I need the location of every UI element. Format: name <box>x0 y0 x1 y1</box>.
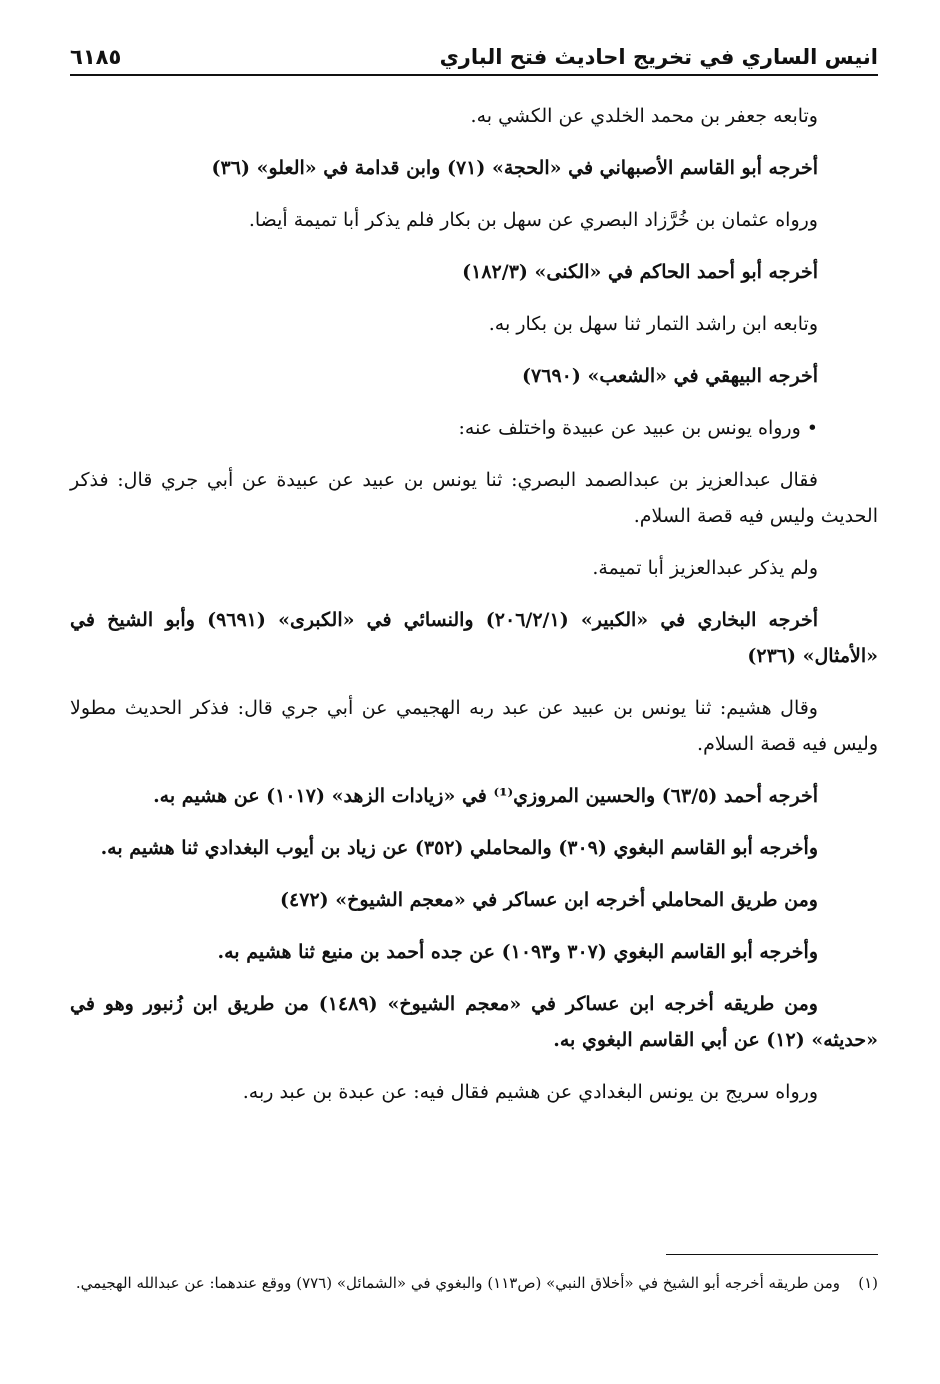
paragraph: أخرجه البخاري في «الكبير» (٢٠٦/٢/١) والنسائي في «الكبرى» (٩٦٩١) وأبو الشيخ في «الأمثال» (٢٣٦) <box>70 609 878 667</box>
paragraph: ولم يذكر عبدالعزيز أبا تميمة. <box>592 557 818 579</box>
paragraph: وتابعه ابن راشد التمار ثنا سهل بن بكار به. <box>488 313 818 335</box>
paragraph: وأخرجه أبو القاسم البغوي (٣٠٧ و١٠٩٣) عن جده أحمد بن منيع ثنا هشيم به. <box>217 941 818 963</box>
paragraph: أخرجه أبو القاسم الأصبهاني في «الحجة» (٧١) وابن قدامة في «العلو» (٣٦) <box>211 157 818 179</box>
paragraph: ورواه سريج بن يونس البغدادي عن هشيم فقال فيه: عن عبدة بن عبد ربه. <box>242 1081 818 1103</box>
main-text <box>70 98 878 1126</box>
page-header <box>70 28 878 72</box>
paragraph: وقال هشيم: ثنا يونس بن عبيد عن عبد ربه الهجيمي عن أبي جري قال: فذكر الحديث مطولا وليس فيه قصة السلام. <box>70 697 878 755</box>
footnote-separator <box>666 1254 878 1255</box>
footnote-number: (١) <box>858 1274 878 1292</box>
paragraph: أخرجه أبو أحمد الحاكم في «الكنى» (١٨٢/٣) <box>462 261 818 283</box>
footnotes <box>70 1268 878 1298</box>
paragraph: وتابعه جعفر بن محمد الخلدي عن الكشي به. <box>470 105 818 127</box>
paragraph: فقال عبدالعزيز بن عبدالصمد البصري: ثنا يونس بن عبيد عن عبيدة عن أبي جري قال: فذكر الحديث وليس فيه قصة السلام. <box>70 469 878 527</box>
footnote <box>70 1268 878 1298</box>
paragraph: ورواه عثمان بن خُرَّزاد البصري عن سهل بن بكار فلم يذكر أبا تميمة أيضا. <box>248 209 818 231</box>
paragraph: وأخرجه أبو القاسم البغوي (٣٠٩) والمحاملي (٣٥٢) عن زياد بن أيوب البغدادي ثنا هشيم به. <box>100 837 818 859</box>
paragraph: أخرجه أحمد (٦٣/٥) والحسين المروزي⁽¹⁾ في «زيادات الزهد» (١٠١٧) عن هشيم به. <box>153 785 818 807</box>
paragraph: أخرجه البيهقي في «الشعب» (٧٦٩٠) <box>522 365 818 387</box>
paragraph: ومن طريق المحاملي أخرجه ابن عساكر في «معجم الشيوخ» (٤٧٢) <box>280 889 818 911</box>
footnote-text: ومن طريقه أخرجه أبو الشيخ في «أخلاق النبي» (ص١١٣) والبغوي في «الشمائل» (٧٧٦) ووقع عندهما: عن عبدالله الهجيمي. <box>75 1274 840 1292</box>
running-title: انيس الساري في تخريج احاديث فتح الباري <box>439 45 878 69</box>
header-rule <box>70 74 878 76</box>
paragraph: ومن طريقه أخرجه ابن عساكر في «معجم الشيوخ» (١٤٨٩) من طريق ابن زُنبور وهو في «حديثه» (١٢) عن أبي القاسم البغوي به. <box>70 993 878 1051</box>
book-page <box>70 28 878 1358</box>
page-number: ٦١٨٥ <box>70 45 122 69</box>
bullet-paragraph: • ورواه يونس بن عبيد عن عبيدة واختلف عنه: <box>458 417 818 439</box>
